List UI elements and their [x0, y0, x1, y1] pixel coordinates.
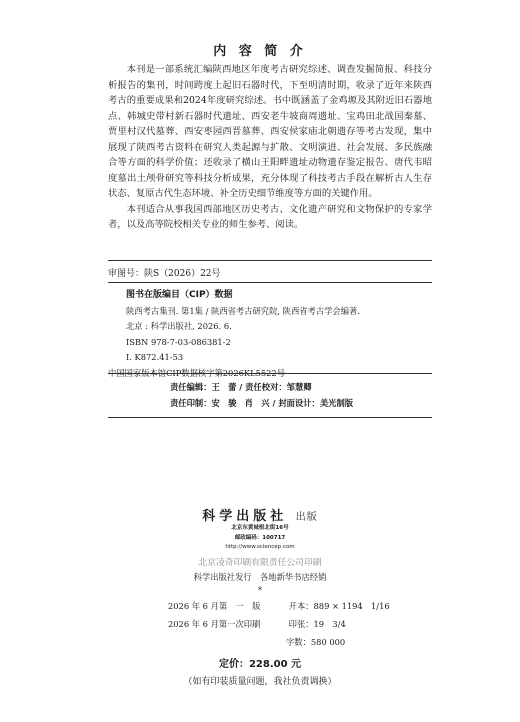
cip-heading: 图书在版编目（CIP）数据	[126, 290, 233, 300]
edition-line-2	[168, 618, 346, 630]
cip-line: ISBN 978-7-03-086381-2	[126, 336, 231, 347]
credits-production: 责任印制：安 骏 肖 兴 / 封面设计：美光制版	[170, 398, 354, 408]
map-review-number: 审图号：陕S（2026）22号	[108, 269, 221, 279]
publisher-website: http://www.sciencep.com	[225, 544, 295, 550]
summary-paragraph-1: 本刊是一部系统汇编陕西地区年度考古研究综述、调查发掘简报、科技分析报告的集刊，时间跨度上起旧石器时代，下至明清时期，收录了近年来陕西考古的重要成果和2024年度研究综述。书中既涵盖了金鸡塬及其附近旧石器地点、韩城史带村新石器时代遗址、西安老牛坡商周遗址、宝鸡田北战国秦墓、贾里村汉代墓葬、西安枣园西晋墓葬、西安侯家庙北朝遗存等考古发现，集中展现了陕西考古资料在研究人类起源与扩散、文明演进、社会发展、多民族融合等方面的科学价值；还收录了横山王阳畔遗址动物遗存鉴定报告、唐代韦昭度墓出土颅骨研究等科技分析成果，充分体现了科技考古手段在解析古人生存状态、复原古代生态环境、补全历史细节维度等方面的关键作用。	[108, 64, 432, 199]
publisher-logo	[0, 505, 520, 524]
publisher-name-suffix: 出版	[295, 512, 318, 523]
cip-line: 陕西考古集刊. 第1集 / 陕西省考古研究院, 陕西省考古学会编著.	[126, 305, 360, 316]
cip-block	[108, 288, 432, 382]
divider-credits	[108, 373, 432, 374]
printing-date: 2026 年 6 月第一次印刷	[168, 619, 261, 629]
publisher-block	[0, 505, 520, 595]
publisher-postcode: 邮政编码：100717	[234, 534, 286, 541]
separator-star: *	[258, 585, 262, 595]
edition-line-1	[168, 600, 390, 612]
credits-editors: 责任编辑：王 蕾 / 责任校对：邹慧卿	[170, 382, 312, 392]
price: 定价：228.00 元	[218, 659, 302, 670]
summary-title: 内 容 简 介	[213, 44, 307, 59]
cip-catalog-number: 中国国家版本馆CIP数据核字第2026KL5522号	[108, 367, 286, 378]
publisher-address: 北京东黄城根北街16号	[231, 525, 289, 531]
credits-block	[170, 379, 400, 411]
summary-paragraph-2: 本刊适合从事我国西部地区历史考古、文化遗产研究和文物保护的专家学者，以及高等院校相关专业的师生参考、阅读。	[108, 203, 432, 230]
quality-note: （如有印装质量问题，我社负责调换）	[183, 677, 337, 687]
divider-cip	[108, 282, 432, 283]
divider-top	[108, 260, 432, 261]
format-size: 开本：889 × 1194 1/16	[288, 601, 390, 611]
publisher-name: 科学出版社	[202, 509, 288, 524]
divider-bottom	[108, 417, 432, 418]
printed-sheets: 印张：19 3/4	[288, 619, 346, 629]
word-count: 字数：580 000	[286, 637, 346, 647]
summary-body	[108, 62, 432, 233]
distribution-line: 科学出版社发行 各地新华书店经销	[193, 571, 327, 582]
cip-line: Ⅰ. K872.41-53	[126, 352, 184, 363]
edition-date: 2026 年 6 月第 一 版	[168, 601, 261, 611]
cip-line: 北京 : 科学出版社, 2026. 6.	[126, 321, 232, 332]
printer-name: 北京凌奇印刷有限责任公司印刷	[198, 557, 322, 568]
